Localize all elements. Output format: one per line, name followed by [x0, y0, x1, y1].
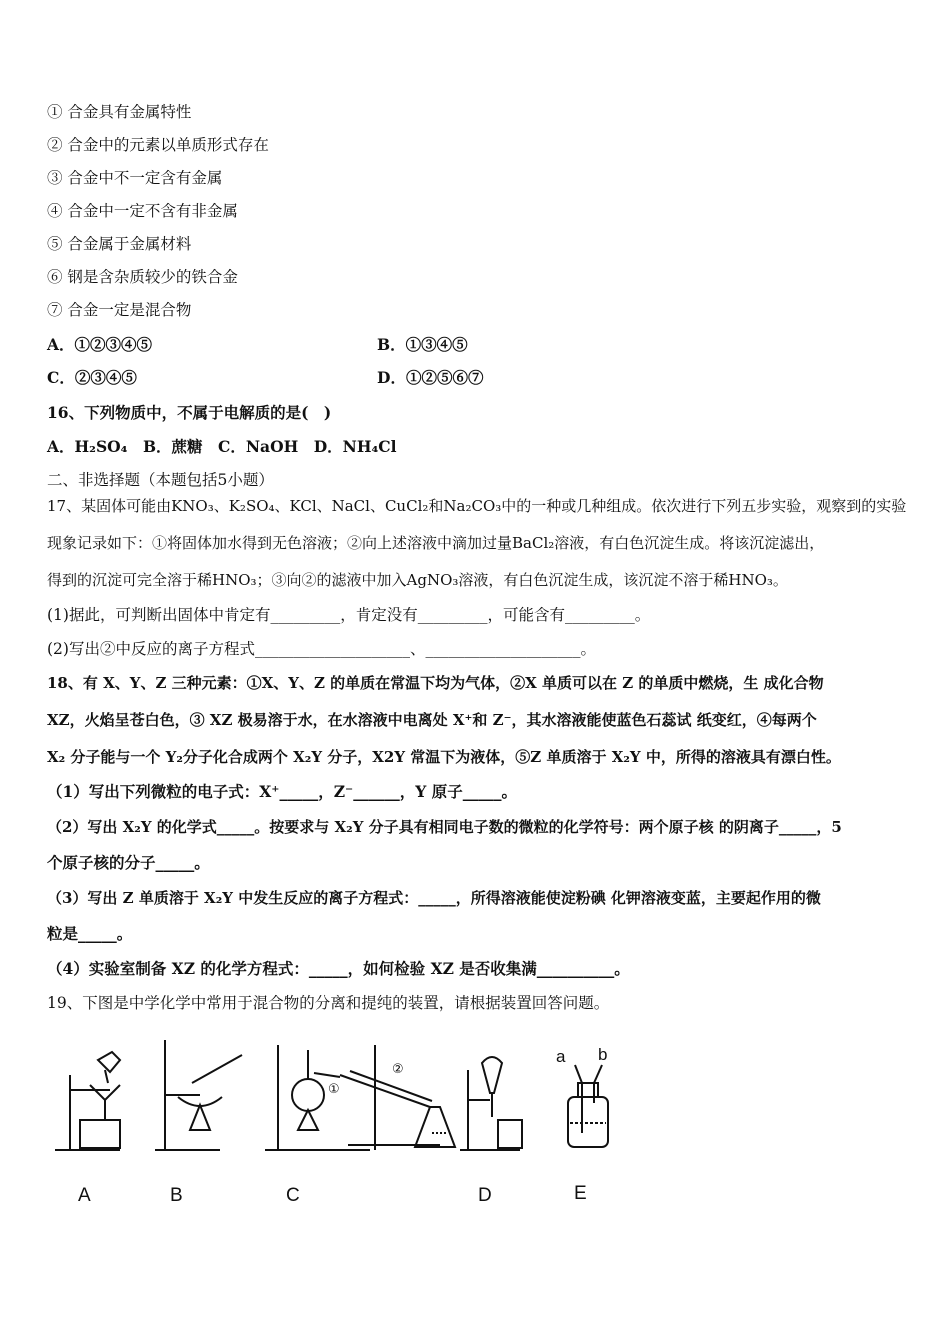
q15-option-d: D．①②⑤⑥⑦: [377, 368, 484, 387]
apparatus-a-filtration: [55, 1052, 120, 1150]
q18-sub-3b: 粒是_____。: [47, 924, 133, 943]
statement-7: ⑦ 合金一定是混合物: [47, 301, 192, 319]
q18-sub-2a: （2）写出 X₂Y 的化学式_____。按要求与 X₂Y 分子具有相同电子数的微粒的化学符号：两个原子核 的阴离子_____，5: [47, 818, 842, 836]
q18-sub-4: （4）实验室制备 XZ 的化学方程式：_____，如何检验 XZ 是否收集满__________。: [47, 959, 630, 978]
section-heading: 二、非选择题（本题包括5小题）: [47, 471, 274, 489]
label-a: A: [78, 1185, 91, 1206]
statement-4: ④ 合金中一定不含有非金属: [47, 202, 238, 220]
label-e: E: [574, 1183, 587, 1204]
apparatus-figure: [50, 1035, 630, 1215]
port-b: b: [598, 1045, 608, 1064]
statement-2: ② 合金中的元素以单质形式存在: [47, 136, 269, 154]
q17-sub-1: (1)据此，可判断出固体中肯定有_________，肯定没有_________，可能含有_________。: [47, 606, 651, 624]
q16-options: A．H₂SO₄ B．蔗糖 C．NaOH D．NH₄Cl: [47, 437, 397, 456]
q18-sub-1: （1）写出下列微粒的电子式：X⁺_____，Z⁻______，Y 原子_____。: [47, 782, 517, 801]
mark-2: ②: [392, 1061, 404, 1076]
label-d: D: [478, 1185, 492, 1206]
q17-line-1: 17、某固体可能由KNO₃、K₂SO₄、KCl、NaCl、CuCl₂和Na₂CO₃中的一种或几种组成。依次进行下列五步实验，观察到的实验: [47, 497, 907, 515]
q15-option-b: B．①③④⑤: [377, 335, 468, 354]
q18-sub-3a: （3）写出 Z 单质溶于 X₂Y 中发生反应的离子方程式：_____，所得溶液能使淀粉碘 化钾溶液变蓝，主要起作用的微: [47, 889, 821, 907]
q15-option-a: A．①②③④⑤: [47, 335, 153, 354]
apparatus-d-separatory-funnel: [460, 1057, 522, 1150]
label-c: C: [286, 1185, 300, 1206]
port-a: a: [556, 1047, 566, 1066]
q18-line-1: 18、有 X、Y、Z 三种元素：①X、Y、Z 的单质在常温下均为气体，②X 单质可以在 Z 的单质中燃烧，生 成化合物: [47, 674, 824, 692]
statement-3: ③ 合金中不一定含有金属: [47, 169, 223, 187]
mark-1: ①: [328, 1081, 340, 1096]
apparatus-c-distillation: [265, 1045, 455, 1150]
q18-line-2: XZ，火焰呈苍白色，③ XZ 极易溶于水，在水溶液中电离处 X⁺和 Z⁻，其水溶液能使蓝色石蕊试 纸变红，④每两个: [47, 711, 817, 729]
q18-sub-2b: 个原子核的分子_____。: [47, 853, 210, 872]
q19-stem: 19、下图是中学化学中常用于混合物的分离和提纯的装置，请根据装置回答问题。: [47, 994, 610, 1012]
statement-1: ① 合金具有金属特性: [47, 103, 192, 121]
q17-line-2: 现象记录如下：①将固体加水得到无色溶液；②向上述溶液中滴加过量BaCl₂溶液，有白色沉淀生成。将该沉淀滤出，: [47, 534, 825, 552]
apparatus-b-evaporation: [155, 1040, 242, 1150]
q17-line-3: 得到的沉淀可完全溶于稀HNO₃；③向②的滤液中加入AgNO₃溶液，有白色沉淀生成，该沉淀不溶于稀HNO₃。: [47, 571, 788, 589]
q16-stem: 16、下列物质中，不属于电解质的是( ): [47, 403, 332, 422]
statement-6: ⑥ 钢是含杂质较少的铁合金: [47, 268, 238, 286]
q17-sub-2: (2)写出②中反应的离子方程式____________________、____________________。: [47, 640, 596, 658]
q18-line-3: X₂ 分子能与一个 Y₂分子化合成两个 X₂Y 分子，X2Y 常温下为液体，⑤Z 单质溶于 X₂Y 中，所得的溶液具有漂白性。: [47, 748, 841, 766]
apparatus-e-gas-washing-bottle: [568, 1065, 608, 1147]
statement-5: ⑤ 合金属于金属材料: [47, 235, 192, 253]
q15-option-c: C．②③④⑤: [47, 368, 137, 387]
label-b: B: [170, 1185, 183, 1206]
